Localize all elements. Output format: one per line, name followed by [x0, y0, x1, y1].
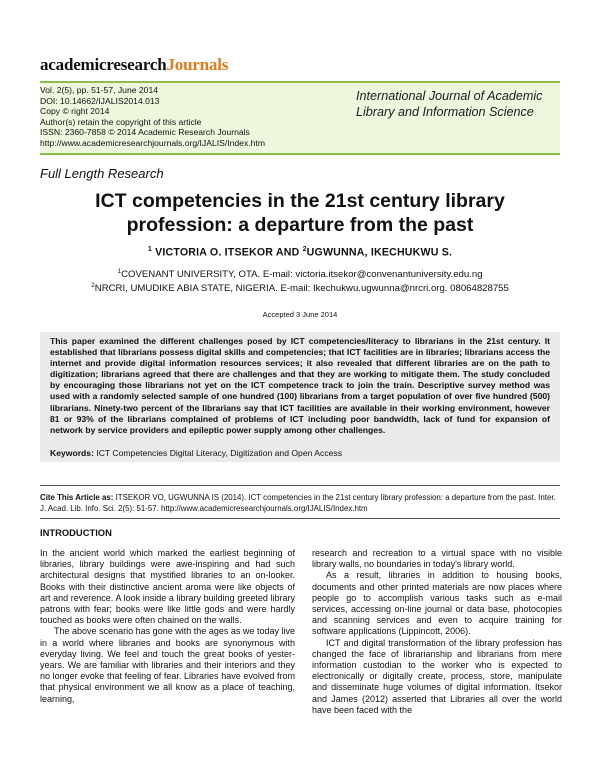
body-column-left	[40, 548, 295, 705]
meta-issn: ISSN: 2360-7858 © 2014 Academic Research Journals	[40, 127, 250, 138]
article-metadata	[40, 85, 265, 149]
citation	[40, 492, 560, 514]
meta-volume: Vol. 2(5), pp. 51-57, June 2014	[40, 85, 159, 95]
affiliation-2	[40, 282, 560, 294]
paragraph: research and recreation to a virtual space with no visible library walls, no boundaries in today's library world.	[312, 548, 562, 570]
affiliation-2-marker: 2	[91, 282, 95, 289]
meta-url[interactable]: http://www.academicresearchjournals.org/IJALIS/Index.htm	[40, 137, 265, 148]
author2: UGWUNNA, IKECHUKWU S.	[306, 246, 453, 259]
citation-text: ITSEKOR VO, UGWUNNA IS (2014). ICT competencies in the 21st century library profession: a departure from the past. Inter. J. Acad. Lib. Info. Sci. 2(5): 51-57. http://www.academicresearchjournals.org/IJALIS/Index.htm	[40, 493, 556, 513]
journal-name	[356, 88, 542, 120]
paper-title-line2: profession: a departure from the past	[126, 214, 474, 236]
author1: VICTORIA O. ITSEKOR AND	[151, 246, 303, 259]
meta-doi[interactable]: DOI: 10.14662/IJALIS2014.013	[40, 95, 160, 106]
affiliation-2-text: NRCRI, UMUDIKE ABIA STATE, NIGERIA. E-mail: Ikechukwu.ugwunna@nrcri.org. 08064828755	[94, 283, 509, 295]
body-column-right	[312, 548, 562, 716]
keywords-text: ICT Competencies Digital Literacy, Digitization and Open Access	[93, 448, 342, 458]
paragraph: ICT and digital transformation of the library profession has changed the face of librarianship and librarians from mere information custodian to the worker who is expected to electronically or digitally create, process, store, manipulate and disseminate huge volumes of digital information. Itsekor and James (2012) asserted that Libraries all over the world have been faced with the	[312, 637, 562, 715]
author-list	[40, 246, 560, 259]
paragraph: In the ancient world which marked the earliest beginning of libraries, library buildings were awe-inspiring and had such architectural designs that mystified libraries to an on-looker. Books with their distinctive ancient aroma were like objects of art and reverence. A look inside a library building greeted library patrons with fear; books were like little gods and were hardly touched as books were often chained on the walls.	[40, 548, 295, 626]
logo-text-part2: Journals	[166, 55, 229, 74]
paper-title-line1: ICT competencies in the 21st century library	[95, 190, 505, 212]
paragraph: The above scenario has gone with the ages as we today live in a world where libraries and books are synonymous with everyday living. We feel and touch the great books of yester-years. We are familiar with libraries and their interiors and they no longer evoke that feeling of fear. Libraries have evolved from that physical environment we all know as a place of teaching, learning,	[40, 626, 295, 704]
abstract-text: This paper examined the different challenges posed by ICT competencies/literacy to librarians in the 21st century. It established that librarians possess digital skills and competencies; that ICT facilities are in libraries; librarians access the internet and provide digital information resources services; it also revealed that different libraries are on the path to digitization; librarians agreed that there are challenges and that they are working to mitigate them. The study concluded by encouraging those librarians not yet on the ICT competence track to join the train. Descriptive survey method was used with a randomly selected sample of one hundred (100) librarians from a target population of over five hundred (500) librarians. Ninety-two percent of the librarians say that ICT facilities are available in their working environment, however 81 or 93% of the librarians complained of problems of ICT including poor bandwidth, lack of fund for expansion of network by service providers and epileptic power supply among other challenges.	[50, 336, 550, 435]
section-type: Full Length Research	[40, 166, 164, 181]
author1-marker: 1	[147, 246, 152, 253]
paragraph: As a result, libraries in addition to housing books, documents and other printed materials are now places where people go to accomplish various tasks such as e-mail services, accessing on-line journal or data base, photocopies and scanning services and even to acquire training for software applications (Lippincott, 2006).	[312, 570, 562, 637]
citation-label: Cite This Article as:	[40, 493, 114, 502]
affiliation-1-marker: 1	[117, 268, 122, 275]
keywords-label: Keywords:	[50, 448, 94, 458]
keywords	[50, 448, 342, 458]
paper-title	[40, 189, 560, 237]
publisher-logo	[40, 55, 228, 75]
accepted-date: Accepted 3 June 2014	[262, 310, 338, 319]
journal-name-line1: International Journal of Academic	[356, 89, 543, 103]
journal-name-line2: Library and Information Science	[356, 105, 534, 119]
cite-top-rule	[40, 485, 560, 486]
meta-copyright: Copy © right 2014	[40, 106, 110, 117]
affiliation-1	[40, 268, 560, 280]
cite-bottom-rule	[40, 518, 560, 519]
meta-rights: Author(s) retain the copyright of this article	[40, 116, 202, 127]
header-bottom-rule	[40, 153, 560, 155]
affiliation-1-text: COVENANT UNIVERSITY, OTA. E-mail: victoria.itsekor@convenantuniversity.edu.ng	[121, 269, 483, 281]
logo-text-part1: academicresearch	[40, 55, 167, 74]
author2-marker: 2	[302, 246, 307, 253]
section-heading-introduction: INTRODUCTION	[40, 527, 112, 538]
